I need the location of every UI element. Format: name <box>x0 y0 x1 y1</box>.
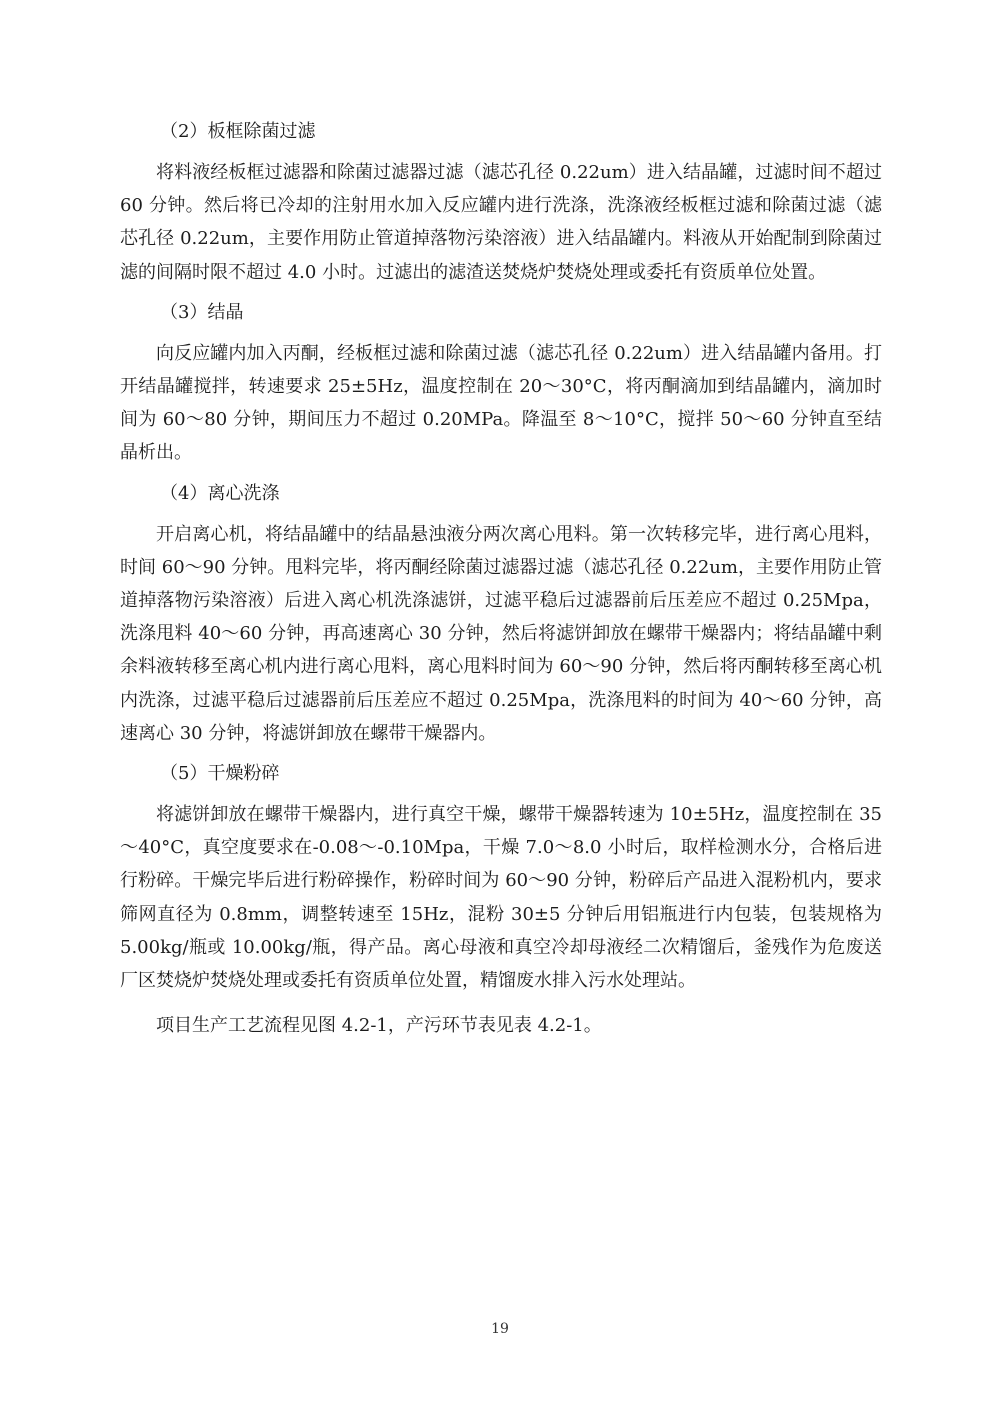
section-heading: （5）干燥粉碎 <box>160 763 280 785</box>
document-page <box>120 120 882 1054</box>
section-centrifugal-washing <box>120 482 882 750</box>
section-paragraph: 开启离心机，将结晶罐中的结晶悬浊液分两次离心甩料。第一次转移完毕，进行离心甩料，时间 60～90 分钟。甩料完毕，将丙酮经除菌过滤器过滤（滤芯孔径 0.22um，主要作用防止管道掉落物污染溶液）后进入离心机洗涤滤饼，过滤平稳后过滤器前后压差应不超过 0.25Mpa，洗涤甩料 40～60 分钟，再高速离心 30 分钟，然后将滤饼卸放在螺带干燥器内；将结晶罐中剩余料液转移至离心机内进行离心甩料，离心甩料时间为 60～90 分钟，然后将丙酮转移至离心机内洗涤，过滤平稳后过滤器前后压差应不超过 0.25Mpa，洗涤甩料的时间为 40～60 分钟，高速离心 30 分钟，将滤饼卸放在螺带干燥器内。 <box>120 523 882 744</box>
closing-reference-paragraph: 项目生产工艺流程见图 4.2-1，产污环节表见表 4.2-1。 <box>156 1015 602 1037</box>
section-heading: （2）板框除菌过滤 <box>160 121 316 142</box>
section-paragraph: 向反应罐内加入丙酮，经板框过滤和除菌过滤（滤芯孔径 0.22um）进入结晶罐内备用。打开结晶罐搅拌，转速要求 25±5Hz，温度控制在 20～30°C，将丙酮滴加到结晶罐内，滴加时间为 60～80 分钟，期间压力不超过 0.20MPa。降温至 8～10°C，搅拌 50～60 分钟直至结晶析出。 <box>120 342 882 464</box>
section-paragraph: 将料液经板框过滤器和除菌过滤器过滤（滤芯孔径 0.22um）进入结晶罐，过滤时间不超过 60 分钟。然后将已冷却的注射用水加入反应罐内进行洗涤，洗涤液经板框过滤和除菌过滤（滤芯孔径 0.22um，主要作用防止管道掉落物污染溶液）进入结晶罐内。料液从开始配制到除菌过滤的间隔时限不超过 4.0 小时。过滤出的滤渣送焚烧炉焚烧处理或委托有资质单位处置。 <box>120 162 882 283</box>
page-number: 19 <box>491 1321 509 1337</box>
section-heading: （4）离心洗涤 <box>160 482 280 504</box>
section-crystallization <box>120 301 882 470</box>
section-plate-frame-filtration <box>120 120 882 289</box>
section-drying-grinding <box>120 762 882 997</box>
section-heading: （3）结晶 <box>160 301 244 323</box>
section-paragraph: 将滤饼卸放在螺带干燥器内，进行真空干燥，螺带干燥器转速为 10±5Hz，温度控制在 35～40°C，真空度要求在-0.08～-0.10Mpa，干燥 7.0～8.0 小时后，取样检测水分，合格后进行粉碎。干燥完毕后进行粉碎操作，粉碎时间为 60～90 分钟，粉碎后产品进入混粉机内，要求筛网直径为 0.8mm，调整转速至 15Hz，混粉 30±5 分钟后用铝瓶进行内包装，包装规格为 5.00kg/瓶或 10.00kg/瓶，得产品。离心母液和真空冷却母液经二次精馏后，釜残作为危废送厂区焚烧炉焚烧处理或委托有资质单位处置，精馏废水排入污水处理站。 <box>120 804 882 992</box>
